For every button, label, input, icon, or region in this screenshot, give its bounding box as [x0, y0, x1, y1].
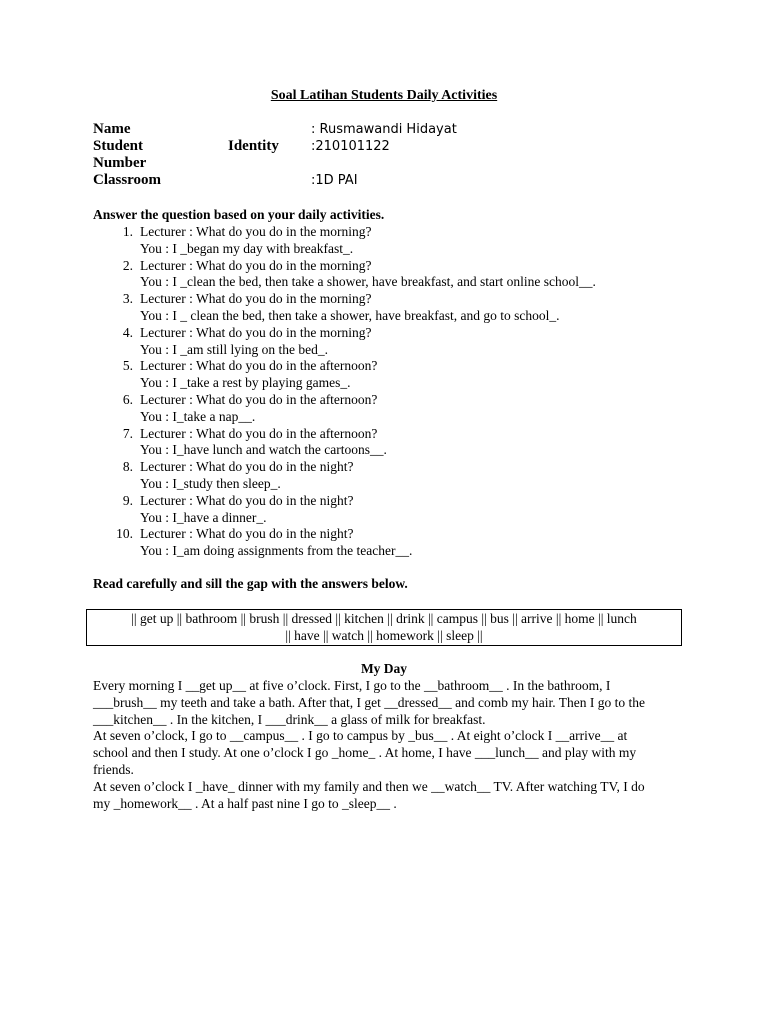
question-text: Lecturer : What do you do in the morning?	[140, 324, 372, 340]
story-paragraph: Every morning I __get up__ at five o’clock. First, I go to the __bathroom__ . In the bathroom, I ___brush__ my teeth and take a bath. After that, I get __dressed__ and comb my hair. Then I go to the ___kitchen__ . In the kitchen, I ___drink__ a glass of milk for breakfast.	[93, 678, 645, 727]
document-title: Soal Latihan Students Daily Activities	[270, 88, 498, 103]
classroom-value: :1D PAI	[311, 173, 358, 188]
question-number: 8.	[122, 459, 133, 475]
student-id-row	[93, 138, 653, 155]
word-bank-line-1: || get up || bathroom || brush || dressed || kitchen || drink || campus || bus || arrive || home || lunch	[131, 611, 637, 626]
word-bank-box	[86, 609, 682, 646]
question-text: Lecturer : What do you do in the afternoon?	[140, 391, 378, 407]
list-item	[93, 291, 713, 325]
question-text: Lecturer : What do you do in the morning?	[140, 291, 372, 307]
list-item	[93, 325, 713, 359]
answer-text: You : I _take a rest by playing games_.	[140, 375, 351, 391]
answer-text: You : I _began my day with breakfast_.	[140, 240, 354, 256]
list-item	[93, 358, 713, 392]
student-id-label-1: Student	[93, 138, 144, 154]
answer-text: You : I_take a nap__.	[140, 408, 256, 424]
question-number: 7.	[122, 425, 133, 441]
list-item	[93, 258, 713, 292]
question-text: Lecturer : What do you do in the afternoon?	[140, 425, 378, 441]
answer-text: You : I_study then sleep_.	[140, 475, 281, 491]
word-bank-line-2: || have || watch || homework || sleep ||	[285, 627, 483, 643]
question-text: Lecturer : What do you do in the morning?	[140, 257, 372, 273]
question-number: 1.	[122, 224, 133, 239]
question-number: 4.	[122, 324, 133, 340]
section2-instruction: Read carefully and sill the gap with the answers below.	[93, 576, 408, 591]
classroom-label: Classroom	[93, 172, 162, 188]
story-paragraph: At seven o’clock I _have_ dinner with my family and then we __watch__ TV. After watching TV, I do my _homework__ . At a half past nine I go to _sleep__ .	[93, 778, 645, 811]
question-text: Lecturer : What do you do in the afternoon?	[140, 358, 378, 374]
student-id-row-cont	[93, 155, 653, 172]
student-id-value: :210101122	[311, 139, 390, 154]
question-number: 9.	[122, 492, 133, 508]
question-number: 6.	[122, 391, 133, 407]
name-value: : Rusmawandi Hidayat	[311, 122, 457, 137]
question-number: 2.	[122, 257, 133, 273]
story-title: My Day	[360, 661, 408, 676]
list-item	[93, 224, 713, 258]
answer-text: You : I_have lunch and watch the cartoons__.	[140, 442, 387, 458]
student-id-label-3: Number	[93, 155, 147, 171]
list-item	[93, 459, 713, 493]
answer-text: You : I_have a dinner_.	[140, 509, 267, 525]
identity-block	[93, 121, 653, 189]
story-paragraph: At seven o’clock, I go to __campus__ . I go to campus by _bus__ . At eight o’clock I __arrive__ at school and then I study. At one o’clock I go _home_ . At home, I have ___lunch__ and play with my friends.	[93, 728, 637, 777]
question-text: Lecturer : What do you do in the morning?	[140, 224, 372, 239]
section1-instruction: Answer the question based on your daily activities.	[93, 207, 385, 222]
answer-text: You : I_am doing assignments from the teacher__.	[140, 543, 413, 559]
list-item	[93, 426, 713, 460]
answer-text: You : I _ clean the bed, then take a shower, have breakfast, and go to school_.	[140, 307, 560, 323]
question-text: Lecturer : What do you do in the night?	[140, 492, 354, 508]
list-item	[93, 493, 713, 527]
question-text: Lecturer : What do you do in the night?	[140, 526, 354, 542]
answer-text: You : I _am still lying on the bed_.	[140, 341, 329, 357]
question-number: 3.	[122, 291, 133, 307]
question-number: 5.	[122, 358, 133, 374]
list-item	[93, 526, 713, 560]
story-body	[93, 678, 653, 812]
question-text: Lecturer : What do you do in the night?	[140, 459, 354, 475]
classroom-row	[93, 172, 653, 189]
name-row	[93, 121, 653, 138]
name-label: Name	[93, 121, 131, 137]
question-list	[93, 224, 713, 560]
question-number: 10.	[116, 526, 133, 542]
answer-text: You : I _clean the bed, then take a shower, have breakfast, and start online school__.	[140, 274, 596, 290]
student-id-label-2: Identity	[228, 138, 279, 154]
list-item	[93, 392, 713, 426]
